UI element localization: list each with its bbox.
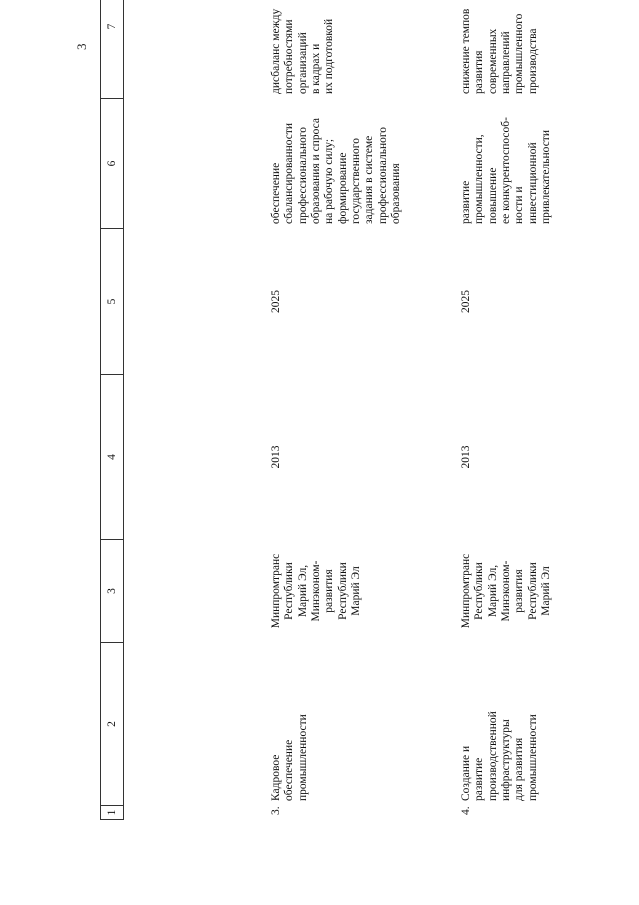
header-col-1: 1 <box>101 806 124 820</box>
table-row <box>268 0 458 820</box>
header-col-3: 3 <box>101 540 124 643</box>
activity-name-cell: Кадровое обеспечение промышленности <box>270 714 309 801</box>
end-year-cell: 2025 <box>270 290 282 313</box>
header-col-6: 6 <box>101 99 124 229</box>
consequence-cell: снижение темпов развития современных направлений промышленного производства <box>460 8 539 94</box>
executor-cell: Минпромтранс Республики Марий Эл, Минэконом- развития Республики Марий Эл <box>270 553 362 629</box>
program-activities-table <box>100 0 584 820</box>
row-number: 4. <box>460 806 472 815</box>
consequence-cell: дисбаланс между потребностями организаций в кадрах и их подготовкой <box>270 8 336 94</box>
header-col-7: 7 <box>101 0 124 99</box>
row-number: 3. <box>270 806 282 815</box>
table-row <box>458 0 584 820</box>
start-year-cell: 2013 <box>460 445 472 469</box>
header-col-2: 2 <box>101 643 124 806</box>
expected-result-cell: развитие промышленности, повышение ее конкурентоспособ- ности и инвестиционной привлекательности <box>460 117 552 224</box>
header-col-4: 4 <box>101 375 124 540</box>
header-col-5: 5 <box>101 229 124 375</box>
table-row-continuation <box>124 0 269 820</box>
header-row <box>101 0 124 820</box>
executor-cell: Минпромтранс Республики Марий Эл, Минэконом- развития Республики Марий Эл <box>460 553 552 629</box>
activity-name-cell: Создание и развитие производственной инфраструктуры для развития промышленности <box>460 711 539 801</box>
rotated-table-container <box>100 8 590 820</box>
end-year-cell: 2025 <box>460 290 472 313</box>
expected-result-cell: обеспечение сбалансированности профессионального образования и спроса на рабочую силу; формирование государственного задания в системе профессионального образования <box>270 118 402 224</box>
page-number: 3 <box>74 43 89 50</box>
start-year-cell: 2013 <box>270 445 282 469</box>
